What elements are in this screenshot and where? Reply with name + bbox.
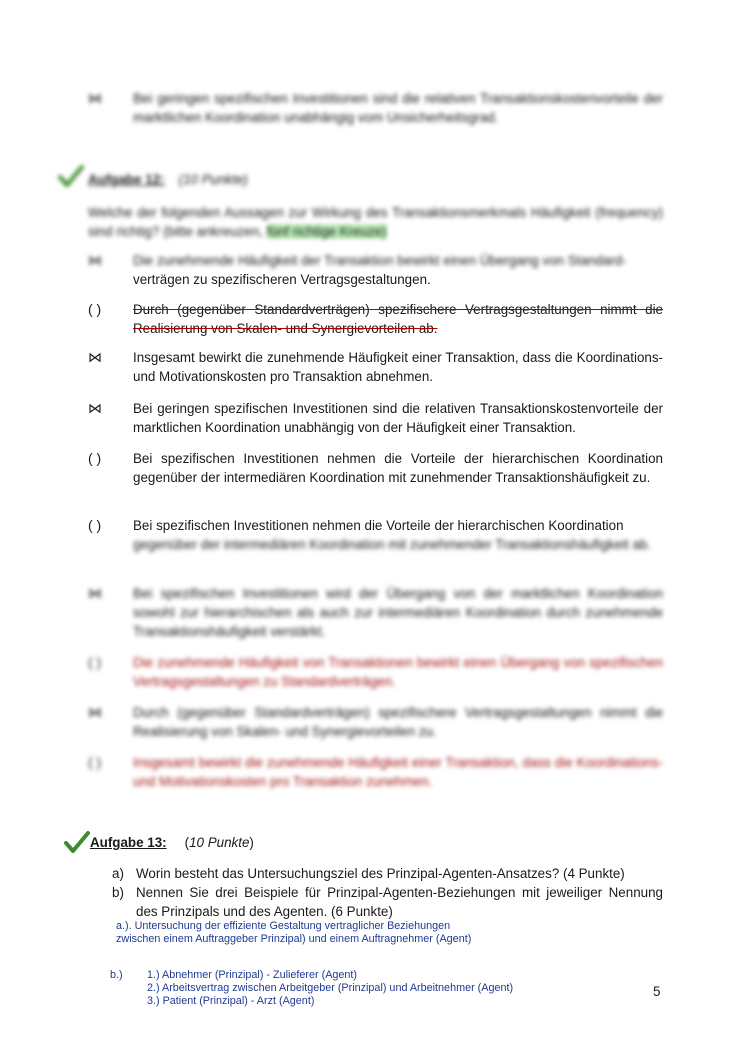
item-text: Insgesamt bewirkt die zunehmende Häufigkeit einer Transaktion, dass die Koordinations- und Motivationskosten pro Transaktion zunehmen. (133, 755, 663, 789)
task12-item-1 (88, 251, 663, 291)
item-text-line1: Bei spezifischen Investitionen nehmen die Vorteile der hierarchischen Koordination (133, 518, 624, 533)
task13-points (185, 835, 254, 850)
task12-item-2 (88, 300, 663, 340)
item-text-line2: verträgen zu spezifischeren Vertragsgestaltungen. (133, 272, 431, 287)
task12-question (88, 203, 663, 241)
task12-item-8 (88, 653, 663, 693)
checkmark-icon (58, 165, 84, 187)
task12-points: (10 Punkte) (178, 172, 248, 187)
task13-question-a (112, 864, 663, 883)
item-text: Bei geringen spezifischen Investitionen sind die relativen Transaktionskostenvorteile der marktlichen Koordination unabhängig von der Häufigkeit einer Transaktion. (133, 401, 663, 435)
question-text: Nennen Sie drei Beispiele für Prinzipal-Agenten-Beziehungen mit jeweiliger Nennung des Prinzipals und des Agenten. (6 Punkte) (136, 885, 663, 919)
item-text: Durch (gegenüber Standardverträgen) spezifischere Vertragsgestaltungen nimmt die Realisierung von Skalen- und Synergievorteilen ab. (133, 302, 663, 336)
task12-item-4 (88, 399, 663, 439)
points-italic: 10 Punkte (189, 835, 250, 850)
cross-mark: ⋈ (88, 252, 102, 268)
question-text: Welche der folgenden Aussagen zur Wirkung des Transaktionsmerkmals Häufigkeit (frequency) sind richtig? (bitte ankreuzen, (88, 205, 663, 239)
cross-mark: ⋈ (88, 349, 102, 365)
question-text: Worin besteht das Untersuchungsziel des Prinzipal-Agenten-Ansatzes? (4 Punkte) (136, 866, 625, 881)
task12-item-10 (88, 753, 663, 793)
task12-item-5 (88, 449, 663, 507)
item-text-line2: gegenüber der intermediären Koordination mit zunehmender Transaktionshäufigkeit ab. (133, 537, 652, 552)
empty-mark: ( ) (88, 654, 102, 670)
item-text: Durch (gegenüber Standardverträgen) spezifischere Vertragsgestaltungen nimmt die Realisierung von Skalen- und Synergievorteilen zu. (133, 705, 663, 739)
answer-b-label: b.) (110, 969, 123, 981)
points-open: ( (184, 835, 190, 850)
points-close: ) (249, 835, 254, 850)
empty-mark: ( ) (88, 517, 102, 533)
task13-question-b (112, 883, 663, 921)
item-text: Bei geringen spezifischen Investitionen sind die relativen Transaktionskostenvorteile der marktlichen Koordination unabhängig vom Unsicherheitsgrad. (133, 91, 663, 125)
answer-a-line1: a.). Untersuchung der effiziente Gestaltung vertraglicher Beziehungen (116, 920, 451, 932)
task13-heading (90, 835, 254, 850)
item-text: Bei spezifischen Investitionen nehmen die Vorteile der hierarchischen Koordination gegenüber der intermediären Koordination mit zunehmender Transaktionshäufigkeit zu. (133, 451, 663, 485)
answer-b-line1: 1.) Abnehmer (Prinzipal) - Zulieferer (Agent) (147, 969, 358, 981)
task13-title: Aufgabe 13: (90, 835, 167, 850)
question-label: b) (112, 885, 124, 900)
question-highlight: fünf richtige Kreuze) (266, 224, 387, 239)
cross-mark: ⋈ (88, 400, 102, 416)
task12-item-7 (88, 584, 663, 642)
answer-b-line2: 2.) Arbeitsvertrag zwischen Arbeitgeber (Prinzipal) und Arbeitnehmer (Agent) (147, 982, 514, 994)
empty-mark: ( ) (88, 754, 102, 770)
task12-item-6 (88, 516, 663, 574)
item-text: Die zunehmende Häufigkeit von Transaktionen bewirkt einen Übergang von spezifischen Vertragsgestaltungen zu Standardverträgen. (133, 655, 663, 689)
empty-mark: ( ) (88, 301, 102, 317)
top-item (88, 89, 663, 129)
item-text-line1: Die zunehmende Häufigkeit der Transaktion bewirkt einen Übergang von Standard- (133, 253, 627, 268)
task12-item-9 (88, 703, 663, 743)
cross-mark: ⋈ (88, 585, 102, 601)
item-text: Insgesamt bewirkt die zunehmende Häufigkeit einer Transaktion, dass die Koordinations- und Motivationskosten pro Transaktion abnehmen. (133, 350, 663, 384)
page-number: 5 (653, 984, 661, 999)
answer-b-line3: 3.) Patient (Prinzipal) - Arzt (Agent) (147, 995, 315, 1007)
cross-mark: ⋈ (88, 704, 102, 720)
item-text: Bei spezifischen Investitionen wird der Übergang von der marktlichen Koordination sowohl zur hierarchischen als auch zur intermediären Koordination durch zunehmende Transaktionshäufigkeit verstärkt. (133, 586, 663, 639)
task12-item-3 (88, 348, 663, 388)
empty-mark: ( ) (88, 450, 102, 466)
cross-mark: ⋈ (88, 90, 102, 106)
question-label: a) (112, 866, 124, 881)
answer-a-line2: zwischen einem Auftraggeber Prinzipal) und einem Auftragnehmer (Agent) (116, 933, 472, 945)
task12-title: Aufgabe 12: (88, 172, 165, 187)
checkmark-icon (64, 831, 90, 853)
task12-heading (88, 172, 248, 187)
